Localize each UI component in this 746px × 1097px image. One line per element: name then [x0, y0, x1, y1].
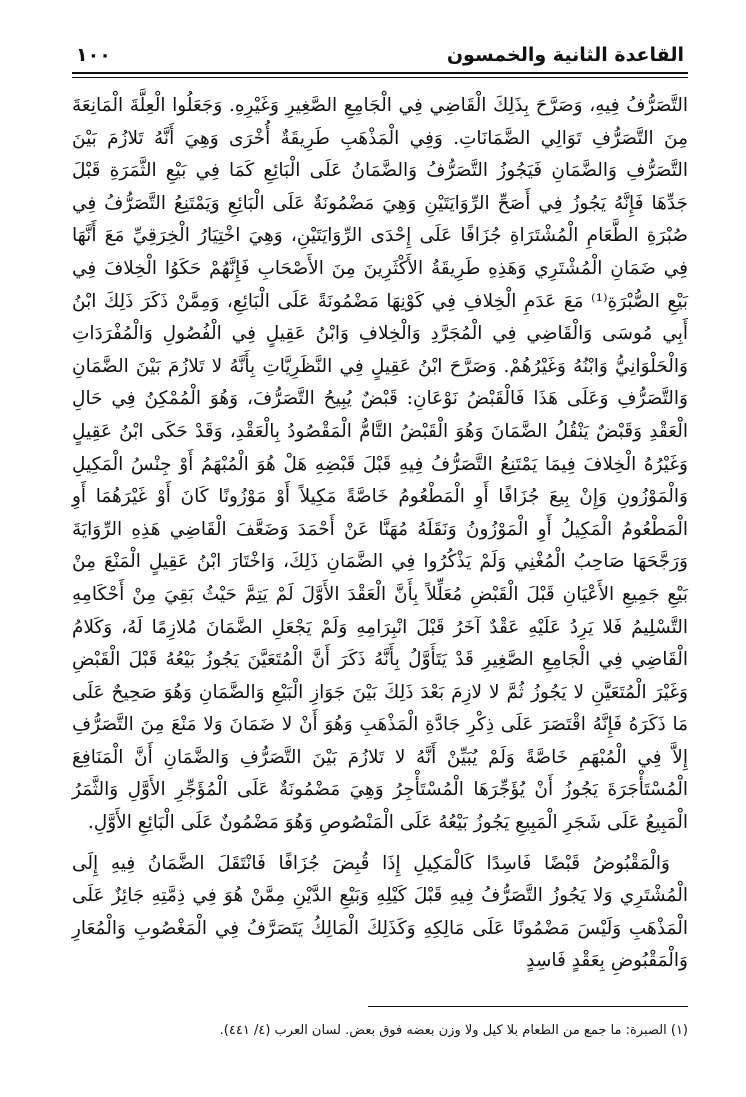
running-header [72, 44, 688, 72]
main-text [72, 90, 688, 978]
footnote-area [72, 1006, 688, 1041]
paragraph: التَّصَرُّفُ فِيهِ، وَصَرَّحَ بِذَلِكَ الْقَاضِي فِي الْجَامِعِ الصَّغِيرِ وَغَيْرِهِ. وَجَعَلُوا الْعِلَّةَ الْمَانِعَةَ مِنَ التَّصَرُّفِ تَوَالِي الضَّمَانَاتِ. وَفِي الْمَذْهَبِ طَرِيقَةٌ أُخْرَى وَهِيَ أَنَّهُ تَلازُمَ بَيْنَ التَّصَرُّفِ وَالضَّمَانِ فَيَجُوزُ التَّصَرُّفُ وَالضَّمَانُ عَلَى الْبَائِعِ كَمَا فِي بَيْعِ الثَّمَرَةِ قَبْلَ جَدِّهَا فَإِنَّهُ يَجُوزُ فِي أَصَحِّ الرِّوَايَتَيْنِ وَهِيَ مَضْمُونَةٌ عَلَى الْبَائِعِ وَيَمْتَنِعُ التَّصَرُّفُ فِي صُبْرَةِ الطَّعَامِ الْمُشْتَرَاةِ جُزَافًا عَلَى إِحْدَى الرِّوَايَتَيْنِ، وَهِيَ اخْتِيَارُ الْخِرَقِيِّ مَعَ أَنَّهَا فِي ضَمَانِ الْمُشْتَرِي وَهَذِهِ طَرِيقَةُ الأَكْثَرِينَ مِنَ الأَصْحَابِ فَإِنَّهُمْ حَكَوُا الْخِلافَ فِي بَيْعِ الصُّبْرَةِ⁽¹⁾ مَعَ عَدَمِ الْخِلافِ فِي كَوْنِهَا مَضْمُونَةً عَلَى الْبَائِعِ، وَمِمَّنْ ذَكَرَ ذَلِكَ ابْنُ أَبِي مُوسَى وَالْقَاضِي فِي الْمُجَرَّدِ وَالْخِلافِ وَابْنُ عَقِيلٍ فِي الْفُصُولِ وَالْمُفْرَدَاتِ وَالْحَلْوَانِيُّ وَابْنُهُ وَغَيْرُهُمْ. وَصَرَّحَ ابْنُ عَقِيلٍ فِي النَّظَرِيَّاتِ بِأَنَّهُ لا تَلازُمَ بَيْنَ الضَّمَانِ وَالتَّصَرُّفِ وَعَلَى هَذَا فَالْقَبْضُ نَوْعَانِ: قَبْضٌ يُبِيحُ التَّصَرُّفَ، وَهُوَ الْمُمْكِنُ فِي حَالِ الْعَقْدِ وَقَبْضٌ يَنْقُلُ الضَّمَانَ وَهُوَ الْقَبْضُ التَّامُّ الْمَقْصُودُ بِالْعَقْدِ، وَقَدْ حَكَى ابْنُ عَقِيلٍ وَغَيْرُهُ الْخِلافَ فِيمَا يَمْتَنِعُ التَّصَرُّفُ فِيهِ قَبْلَ قَبْضِهِ هَلْ هُوَ الْمُبْهَمُ أَوْ جِنْسُ الْمَكِيلِ وَالْمَوْزُونِ وَإِنْ بِيعَ جُزَافًا أَوِ الْمَطْعُومُ خَاصَّةً مَكِيلاً أَوْ مَوْزُونًا كَانَ أَوْ غَيْرَهُمَا أَوِ الْمَطْعُومُ الْمَكِيلُ أَوِ الْمَوْزُونُ وَنَقَلَهُ مُهَنَّا عَنْ أَحْمَدَ وَضَعَّفَ الْقَاضِي هَذِهِ الرِّوَايَةَ وَرَجَّحَهَا صَاحِبُ الْمُغْنِي وَلَمْ يَذْكُرُوا فِي الضَّمَانِ ذَلِكَ، وَاخْتَارَ ابْنُ عَقِيلٍ الْمَنْعَ مِنْ بَيْعِ جَمِيعِ الأَعْيَانِ قَبْلَ الْقَبْضِ مُعَلِّلاً بِأَنَّ الْعَقْدَ الأَوَّلَ لَمْ يَتِمَّ حَيْثُ بَقِيَ مِنْ أَحْكَامِهِ التَّسْلِيمُ فَلا يَرِدُ عَلَيْهِ عَقْدٌ آخَرُ قَبْلَ انْبِرَامِهِ وَلَمْ يَجْعَلِ الضَّمَانَ مُلازِمًا لَهُ، وَكَلامُ الْقَاضِي فِي الْجَامِعِ الصَّغِيرِ قَدْ يَتَأَوَّلُ بِأَنَّهُ ذَكَرَ أَنَّ الْمُتَعَيَّنَ يَجُوزُ بَيْعُهُ قَبْلَ الْقَبْضِ وَغَيْرَ الْمُتَعَيَّنِ لا يَجُوزُ ثُمَّ لا لازِمَ بَعْدَ ذَلِكَ بَيْنَ جَوَازِ الْبَيْعِ وَالضَّمَانِ وَهُوَ صَحِيحٌ عَلَى مَا ذَكَرَهُ فَإِنَّهُ اقْتَصَرَ عَلَى ذِكْرِ جَادَّةِ الْمَذْهَبِ وَهُوَ أَنْ لا ضَمَانَ وَلا مَنْعَ مِنَ التَّصَرُّفِ إِلاَّ فِي الْمُبْهَمِ خَاصَّةً وَلَمْ يُبَيِّنْ أَنَّهُ لا تَلازُمَ بَيْنَ التَّصَرُّفِ وَالضَّمَانِ أَنَّ الْمَنَافِعَ الْمُسْتَأْجَرَةَ يَجُوزُ أَنْ يُؤَجِّرَهَا الْمُسْتَأْجِرُ وَهِيَ مَضْمُونَةٌ عَلَى الْمُؤَجِّرِ الأَوَّلِ وَالثَّمَرُ الْمَبِيعُ عَلَى شَجَرِ الْمَبِيعِ يَجُوزُ بَيْعُهُ عَلَى الْمَنْصُوصِ وَهُوَ مَضْمُونٌ عَلَى الْبَائِعِ الأَوَّلِ. [72, 95, 688, 834]
chapter-title: القاعدة الثانية والخمسون [446, 44, 684, 66]
header-rule [72, 72, 688, 78]
paragraph: وَالْمَقْبُوضُ قَبْضًا فَاسِدًا كَالْمَكِيلِ إِذَا قُبِضَ جُزَافًا فَانْتَقَلَ الضَّمَانُ فِيهِ إِلَى الْمُشْتَرِي وَلا يَجُوزُ التَّصَرُّفُ فِيهِ قَبْلَ كَيْلِهِ وَبَيْعِ الدَّيْنِ مِمَّنْ هُوَ فِي ذِمَّتِهِ جَائِزٌ عَلَى الْمَذْهَبِ وَلَيْسَ مَضْمُونًا عَلَى مَالِكِهِ وَكَذَلِكَ الْمَالِكُ يَتَصَرَّفُ فِي الْمَغْصُوبِ وَالْمُعَارِ وَالْمَقْبُوضِ بِعَقْدٍ فَاسِدٍ [72, 852, 688, 972]
footnote: (١) الصبرة: ما جمع من الطعام بلا كيل ولا وزن بعضه فوق بعض. لسان العرب (٤/ ٤٤١). [219, 1023, 688, 1038]
footnote-rule [368, 1006, 688, 1007]
page-number: ١٠٠ [76, 44, 111, 66]
